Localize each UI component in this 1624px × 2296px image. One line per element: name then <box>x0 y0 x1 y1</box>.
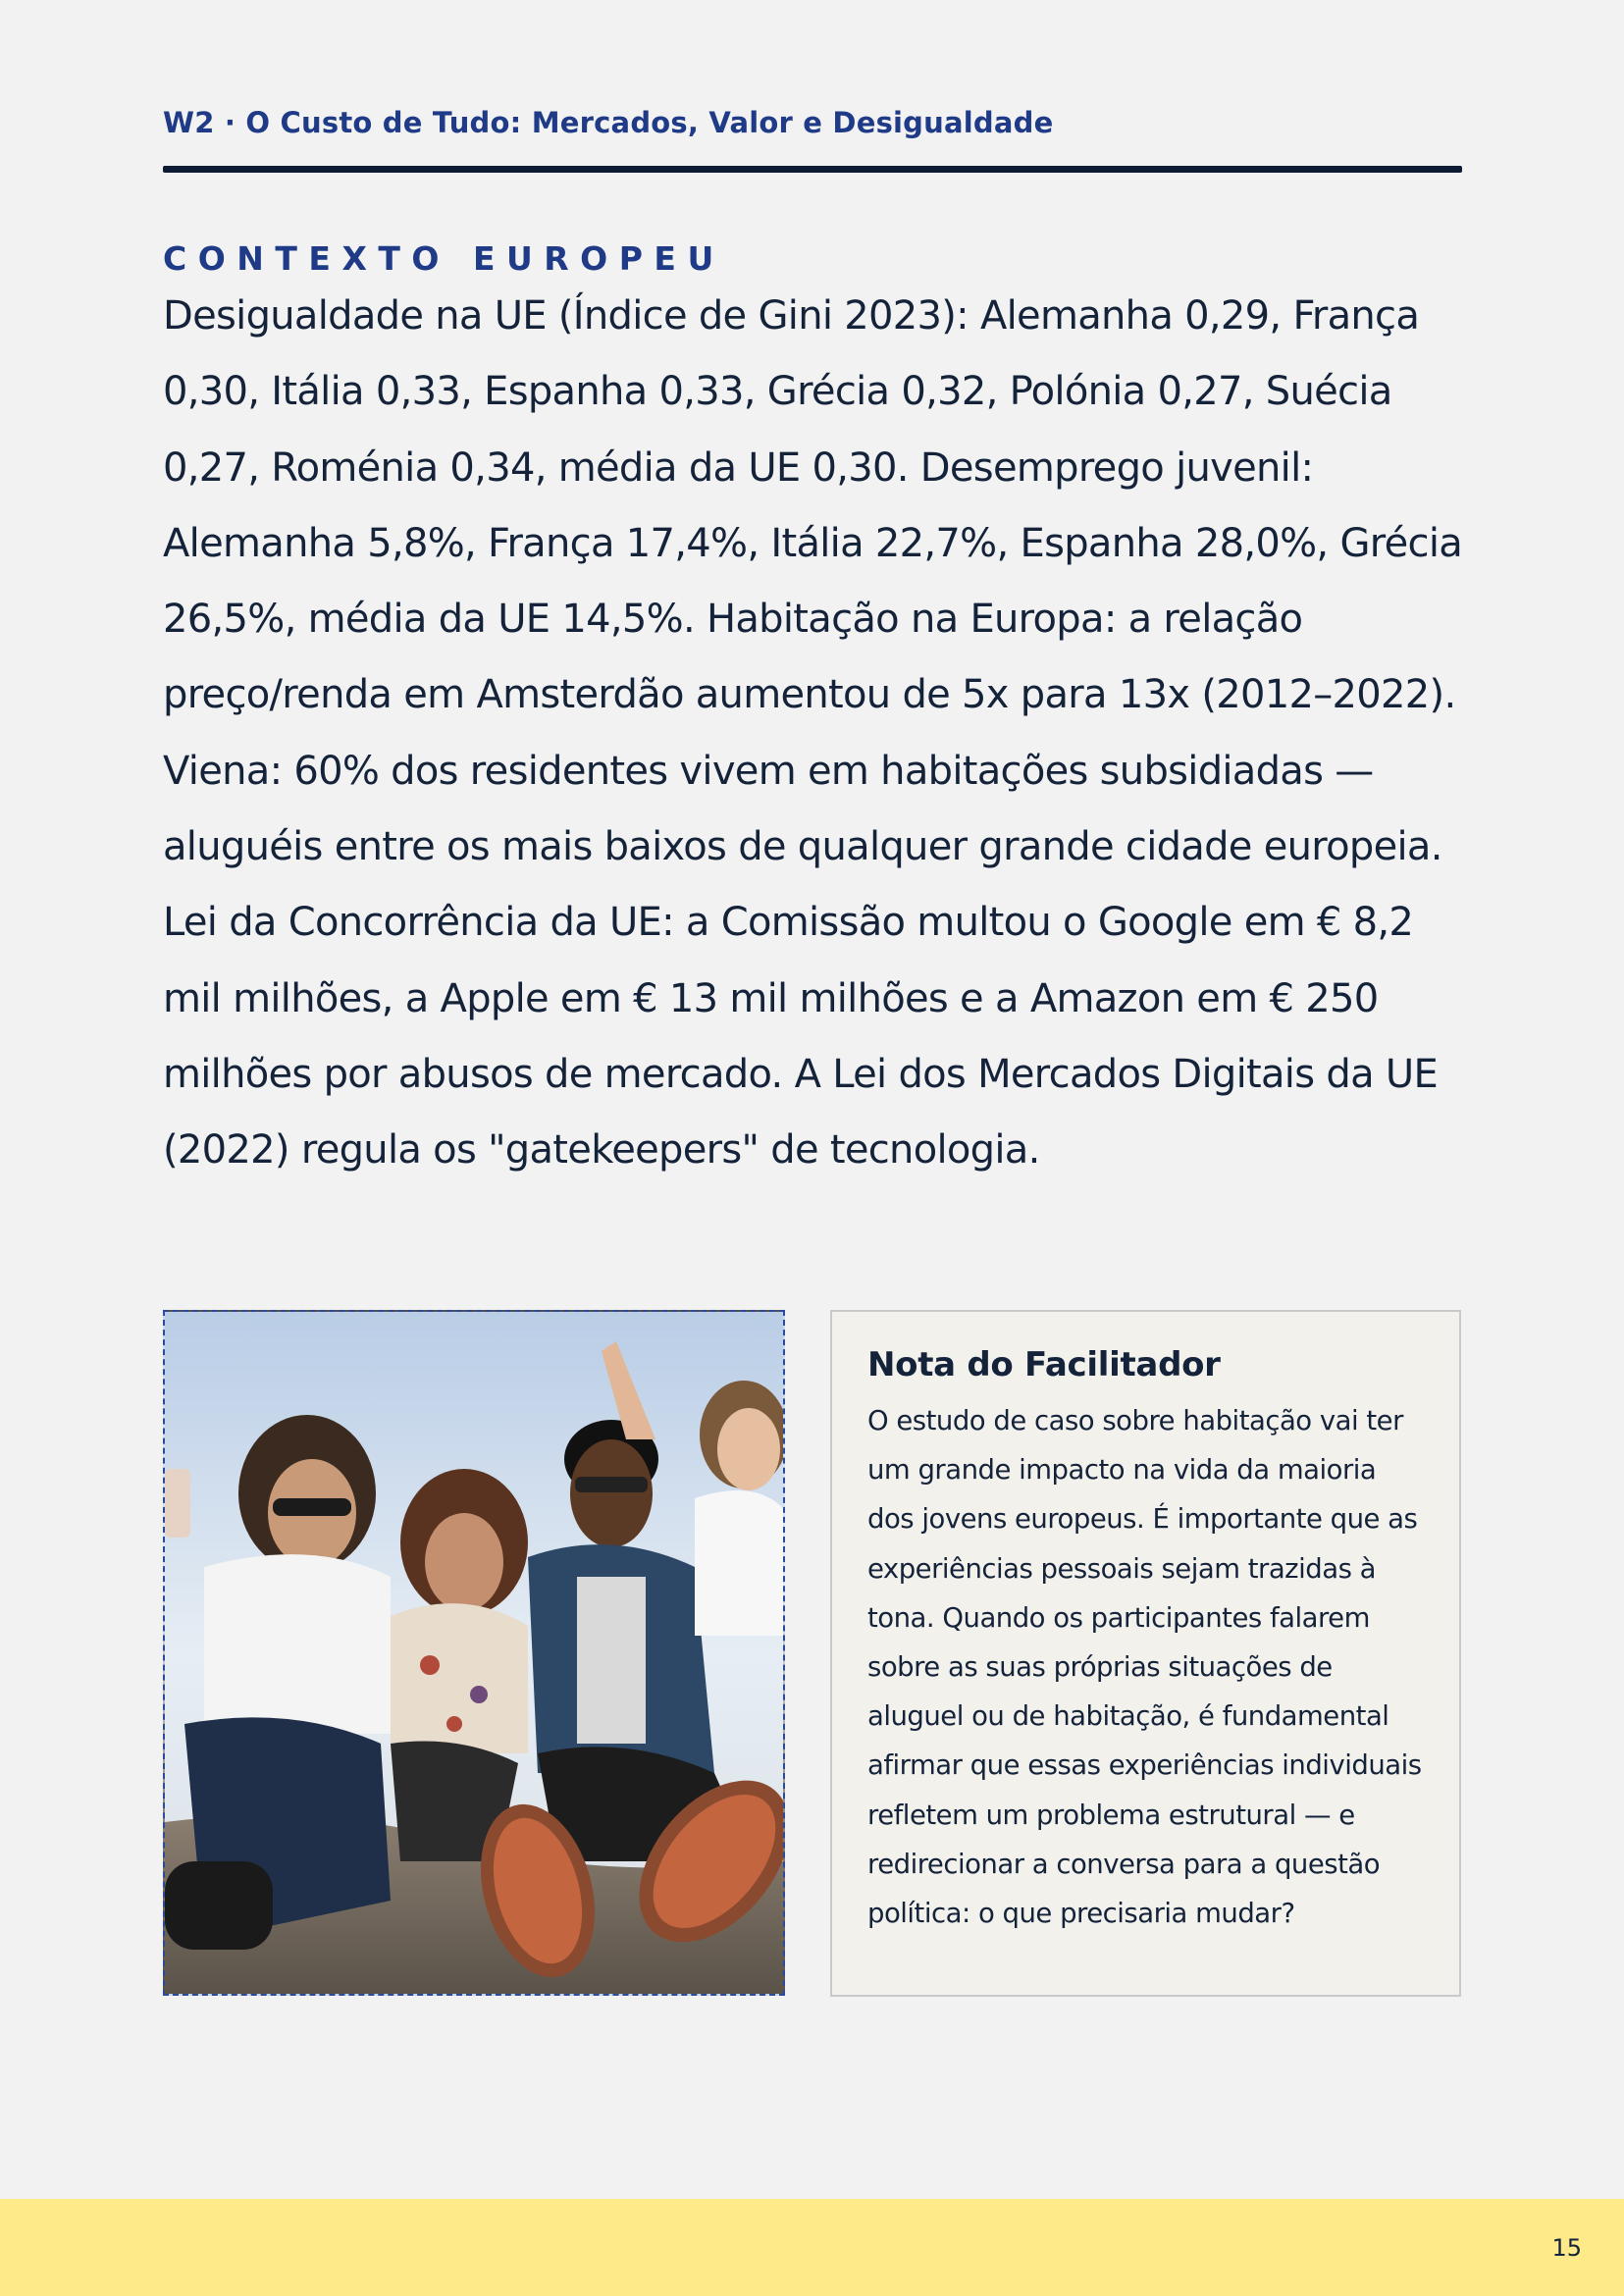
header-divider <box>163 166 1462 173</box>
section-label: CONTEXTO EUROPEU <box>163 239 725 278</box>
footer-band <box>0 2199 1624 2296</box>
header-title: W2 · O Custo de Tudo: Mercados, Valor e Desigualdade <box>163 106 1054 139</box>
section-body: Desigualdade na UE (Índice de Gini 2023): Alemanha 0,29, França 0,30, Itália 0,33, Espanha 0,33, Grécia 0,32, Polónia 0,27, Suécia 0,27, Roménia 0,34, média da UE 0,30. Desemprego juvenil: Alemanha 5,8%, França 17,4%, Itália 22,7%, Espanha 28,0%, Grécia 26,5%, média da UE 14,5%. Habitação na Europa: a relação preço/renda em Amsterdão aumentou de 5x para 13x (2012–2022). Viena: 60% dos residentes vivem em habitações subsidiadas — aluguéis entre os mais baixos de qualquer grande cidade europeia. Lei da Concorrência da UE: a Comissão multou o Google em € 8,2 mil milhões, a Apple em € 13 mil milhões e a Amazon em € 250 milhões por abusos de mercado. A Lei dos Mercados Digitais da UE (2022) regula os "gatekeepers" de tecnologia. <box>163 293 1463 1174</box>
page-number: 15 <box>1551 2234 1582 2262</box>
note-text: O estudo de caso sobre habitação vai ter um grande impacto na vida da maioria dos jovens europeus. É importante que as experiências pessoais sejam trazidas à tona. Quando os participantes falarem sobre as suas próprias situações de aluguel ou de habitação, é fundamental afirmar que essas experiências individuais refletem um problema estrutural — e redirecionar a conversa para a questão política: o que precisaria mudar? <box>867 1405 1422 1930</box>
group-photo <box>163 1310 785 1996</box>
running-header <box>163 106 1461 139</box>
facilitator-note <box>830 1310 1461 1997</box>
note-title: Nota do Facilitador <box>867 1345 1221 1384</box>
